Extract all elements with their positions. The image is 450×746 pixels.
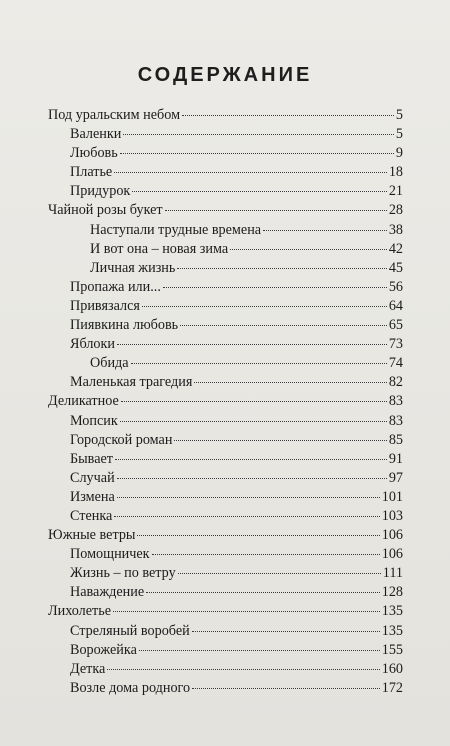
toc-leader-dots: [120, 153, 394, 154]
toc-entry: [48, 564, 403, 583]
toc-entry: [48, 412, 403, 431]
toc-entry-title: Стреляный воробей: [70, 622, 190, 639]
toc-entry-page: 18: [388, 164, 403, 181]
toc-entry-page: 101: [381, 488, 403, 505]
toc-entry-page: 83: [388, 412, 403, 429]
toc-entry: [48, 622, 403, 641]
toc-entry-title: Валенки: [70, 126, 122, 143]
toc-entry-title: Обида: [90, 355, 129, 372]
toc-entry-title: Возле дома родного: [70, 679, 191, 696]
toc-leader-dots: [131, 363, 387, 364]
toc-entry-title: Городской роман: [70, 431, 173, 448]
toc-entry-title: Под уральским небом: [48, 107, 181, 123]
toc-leader-dots: [146, 592, 380, 593]
toc-leader-dots: [139, 650, 380, 651]
toc-entry: [48, 163, 403, 182]
toc-entry-page: 56: [388, 278, 403, 295]
toc-leader-dots: [163, 287, 387, 288]
toc-entry: [48, 144, 403, 163]
toc-entry-page: 9: [395, 145, 403, 162]
toc-leader-dots: [117, 497, 380, 498]
toc-entry: [48, 354, 403, 373]
toc-entry: [48, 507, 403, 526]
toc-leader-dots: [132, 191, 386, 192]
toc-entry: [48, 545, 403, 564]
toc-entry-page: 172: [381, 679, 403, 696]
toc-entry-title: Пропажа или...: [70, 278, 161, 295]
toc-entry: [48, 297, 403, 316]
toc-entry: [48, 182, 403, 201]
toc-entry-page: 28: [388, 202, 403, 219]
toc-entry: [48, 221, 403, 240]
toc-entry: [48, 488, 403, 507]
toc-leader-dots: [152, 554, 380, 555]
toc-title: СОДЕРЖАНИЕ: [137, 64, 313, 86]
toc-entry-page: 128: [381, 584, 403, 601]
toc-entry-page: 103: [381, 507, 403, 524]
toc-entry-page: 155: [381, 641, 403, 658]
toc-entry-title: Яблоки: [70, 336, 115, 353]
toc-entry-title: Лихолетье: [48, 603, 112, 620]
toc-entry-title: Личная жизнь: [90, 259, 176, 276]
toc-leader-dots: [142, 306, 387, 307]
toc-entry-title: Стенка: [70, 507, 113, 524]
toc-entry-title: Помощничек: [70, 546, 150, 563]
toc-entry-title: Чайной розы букет: [48, 202, 163, 219]
toc-entry-title: Наступали трудные времена: [90, 221, 262, 238]
toc-entry-page: 38: [388, 221, 403, 238]
toc-entry-page: 45: [388, 259, 403, 276]
toc-entry-page: 160: [381, 660, 403, 677]
toc-leader-dots: [117, 478, 387, 479]
toc-entry-title: Деликатное: [48, 393, 119, 410]
toc-entry-page: 111: [382, 565, 403, 582]
toc-entry-page: 83: [388, 393, 403, 410]
toc-entry: [48, 660, 403, 679]
toc-entry: [48, 316, 403, 335]
toc-entry-title: Ворожейка: [70, 641, 137, 658]
toc-entry-title: Случай: [70, 469, 115, 486]
toc-entry-page: 135: [381, 603, 403, 620]
toc-leader-dots: [177, 268, 386, 269]
table-of-contents: [48, 106, 403, 698]
toc-leader-dots: [263, 230, 387, 231]
toc-entry-page: 106: [381, 546, 403, 563]
toc-entry-page: 73: [388, 336, 403, 353]
toc-leader-dots: [178, 573, 381, 574]
toc-leader-dots: [230, 249, 387, 250]
toc-leader-dots: [137, 535, 379, 536]
toc-entry-page: 91: [388, 450, 403, 467]
toc-entry-title: И вот она – новая зима: [90, 240, 229, 257]
toc-leader-dots: [120, 421, 387, 422]
toc-entry-title: Маленькая трагедия: [70, 374, 193, 391]
toc-leader-dots: [194, 382, 386, 383]
toc-leader-dots: [115, 459, 387, 460]
toc-entry-title: Пиявкина любовь: [70, 317, 179, 334]
toc-entry-title: Измена: [70, 488, 115, 505]
toc-entry-title: Южные ветры: [48, 527, 136, 544]
toc-entry: [48, 106, 403, 125]
toc-leader-dots: [107, 669, 379, 670]
toc-leader-dots: [113, 611, 380, 612]
toc-entry: [48, 602, 403, 621]
toc-entry-page: 5: [395, 126, 403, 143]
toc-entry-page: 42: [388, 240, 403, 257]
toc-leader-dots: [123, 134, 394, 135]
toc-entry-title: Придурок: [70, 183, 131, 200]
toc-entry-page: 135: [381, 622, 403, 639]
toc-entry: [48, 641, 403, 660]
toc-entry-page: 5: [395, 107, 403, 123]
toc-leader-dots: [182, 115, 394, 116]
toc-entry-title: Привязался: [70, 297, 140, 314]
toc-entry-page: 85: [388, 431, 403, 448]
toc-entry-page: 82: [388, 374, 403, 391]
toc-entry-page: 106: [381, 527, 403, 544]
toc-entry-title: Мопсик: [70, 412, 118, 429]
toc-leader-dots: [174, 440, 386, 441]
toc-leader-dots: [117, 344, 387, 345]
toc-entry-page: 64: [388, 297, 403, 314]
toc-entry-page: 21: [388, 183, 403, 200]
toc-entry-page: 97: [388, 469, 403, 486]
toc-entry-title: Детка: [70, 660, 106, 677]
toc-entry-title: Наваждение: [70, 584, 145, 601]
toc-entry: [48, 259, 403, 278]
toc-entry: [48, 583, 403, 602]
toc-entry: [48, 278, 403, 297]
toc-entry: [48, 373, 403, 392]
toc-entry-title: Жизнь – по ветру: [70, 565, 176, 582]
toc-entry-page: 65: [388, 317, 403, 334]
toc-entry: [48, 125, 403, 144]
toc-leader-dots: [114, 172, 387, 173]
toc-entry: [48, 335, 403, 354]
toc-entry: [48, 240, 403, 259]
toc-entry-page: 74: [388, 355, 403, 372]
toc-leader-dots: [192, 688, 380, 689]
toc-leader-dots: [114, 516, 379, 517]
toc-entry: [48, 201, 403, 220]
toc-entry-title: Платье: [70, 164, 113, 181]
toc-entry: [48, 431, 403, 450]
toc-entry: [48, 450, 403, 469]
toc-leader-dots: [180, 325, 387, 326]
toc-entry: [48, 392, 403, 411]
toc-entry: [48, 469, 403, 488]
toc-entry: [48, 679, 403, 698]
toc-entry: [48, 526, 403, 545]
toc-leader-dots: [192, 631, 380, 632]
toc-entry-title: Любовь: [70, 145, 118, 162]
toc-entry-title: Бывает: [70, 450, 113, 467]
toc-leader-dots: [165, 210, 387, 211]
toc-leader-dots: [121, 401, 387, 402]
